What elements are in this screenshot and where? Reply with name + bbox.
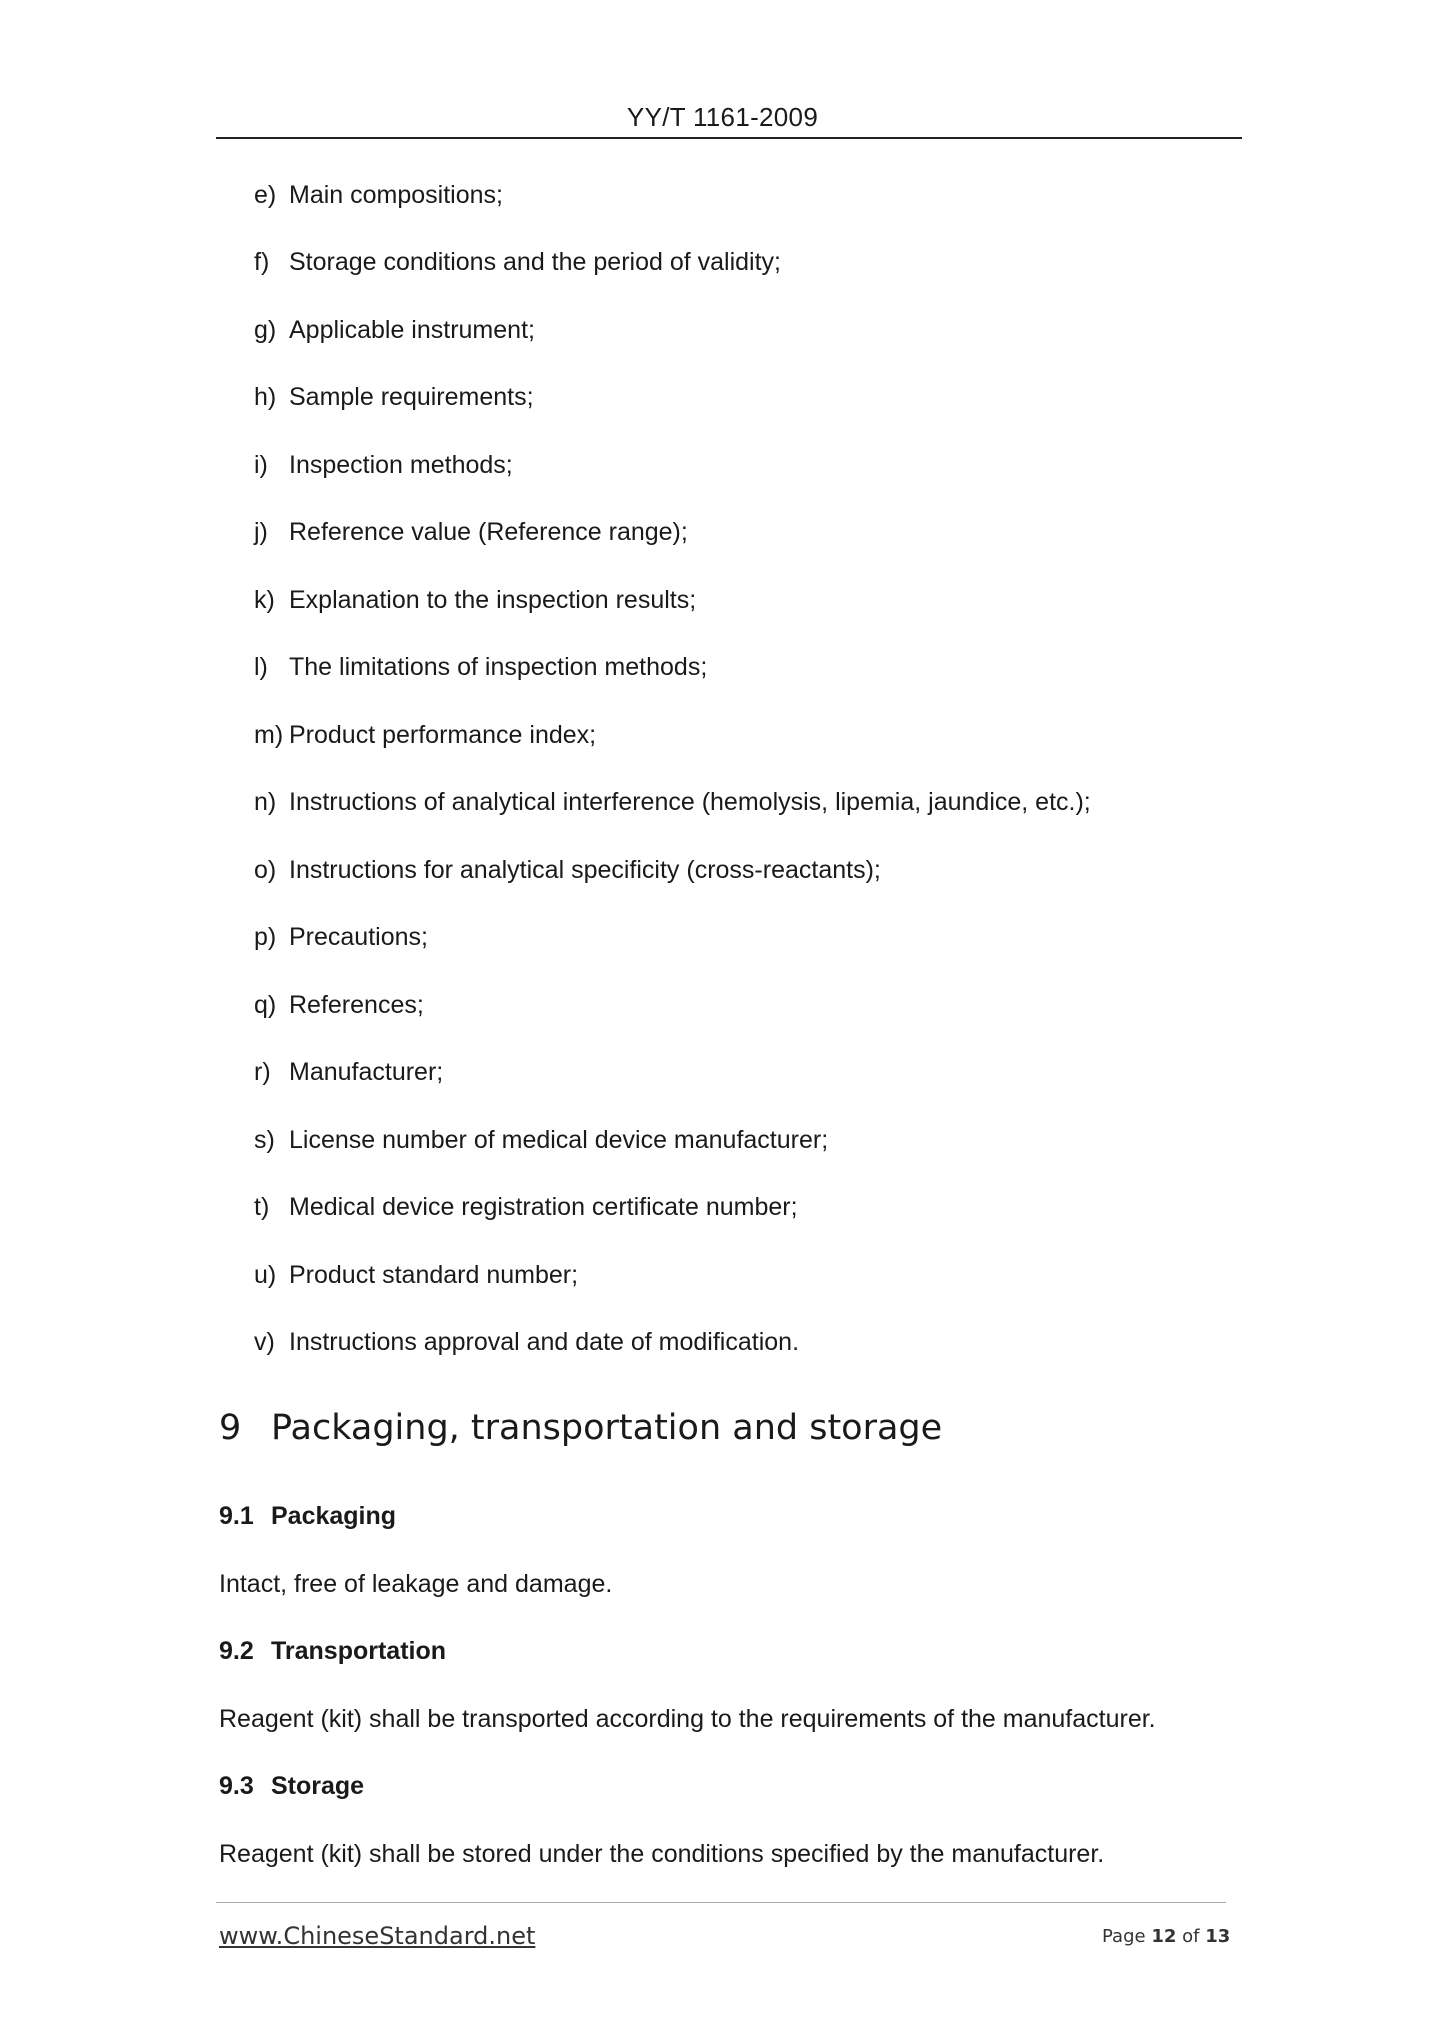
list-marker: l) — [254, 653, 268, 681]
list-marker: i) — [254, 451, 268, 479]
list-marker: v) — [254, 1328, 275, 1356]
list-marker: t) — [254, 1193, 270, 1221]
list-text: Instructions of analytical interference (hemolysis, lipemia, jaundice, etc.); — [289, 788, 1091, 816]
page-current: 12 — [1151, 1926, 1177, 1947]
list-marker: g) — [254, 316, 277, 344]
page-number — [1102, 1926, 1230, 1947]
page-of: of — [1182, 1926, 1200, 1947]
section-title: Packaging, transportation and storage — [271, 1408, 943, 1448]
list-marker: m) — [254, 721, 284, 749]
subsection-title: Packaging — [271, 1502, 397, 1530]
list-text: Instructions for analytical specificity (cross-reactants); — [289, 856, 881, 884]
list-text: Precautions; — [289, 923, 428, 951]
subsection-number: 9.2 — [219, 1637, 254, 1665]
list-text: Explanation to the inspection results; — [289, 586, 697, 614]
list-marker: e) — [254, 181, 277, 209]
list-text: Main compositions; — [289, 181, 503, 209]
list-text: Sample requirements; — [289, 383, 534, 411]
subsection-number: 9.1 — [219, 1502, 254, 1530]
list-text: Product standard number; — [289, 1261, 579, 1289]
subsection-number: 9.3 — [219, 1772, 254, 1800]
website-link[interactable]: www.ChineseStandard.net — [219, 1922, 536, 1950]
footer-divider — [216, 1902, 1226, 1903]
section-number: 9 — [219, 1408, 242, 1448]
list-text: Manufacturer; — [289, 1058, 444, 1086]
page-prefix: Page — [1102, 1926, 1146, 1947]
list-marker: o) — [254, 856, 277, 884]
list-marker: s) — [254, 1126, 275, 1154]
subsection-title: Storage — [271, 1772, 365, 1800]
list-text: Storage conditions and the period of validity; — [289, 248, 781, 276]
subsection-body: Reagent (kit) shall be transported according to the requirements of the manufacturer. — [219, 1705, 1156, 1733]
list-text: The limitations of inspection methods; — [289, 653, 708, 681]
list-marker: f) — [254, 248, 270, 276]
list-text: License number of medical device manufacturer; — [289, 1126, 829, 1154]
list-text: References; — [289, 991, 424, 1019]
list-marker: k) — [254, 586, 275, 614]
page-total: 13 — [1205, 1926, 1231, 1947]
document-header-title: YY/T 1161-2009 — [626, 102, 819, 132]
list-text: Reference value (Reference range); — [289, 518, 688, 546]
list-marker: n) — [254, 788, 277, 816]
list-text: Medical device registration certificate number; — [289, 1193, 798, 1221]
list-marker: p) — [254, 923, 277, 951]
list-marker: u) — [254, 1261, 277, 1289]
list-marker: q) — [254, 991, 277, 1019]
list-marker: h) — [254, 383, 277, 411]
subsection-title: Transportation — [271, 1637, 447, 1665]
list-text: Applicable instrument; — [289, 316, 535, 344]
list-text: Inspection methods; — [289, 451, 513, 479]
subsection-body: Intact, free of leakage and damage. — [219, 1570, 613, 1598]
list-text: Product performance index; — [289, 721, 597, 749]
subsection-body: Reagent (kit) shall be stored under the conditions specified by the manufacturer. — [219, 1840, 1105, 1868]
list-text: Instructions approval and date of modification. — [289, 1328, 800, 1356]
header-divider — [216, 137, 1242, 139]
list-marker: r) — [254, 1058, 271, 1086]
list-marker: j) — [254, 518, 268, 546]
